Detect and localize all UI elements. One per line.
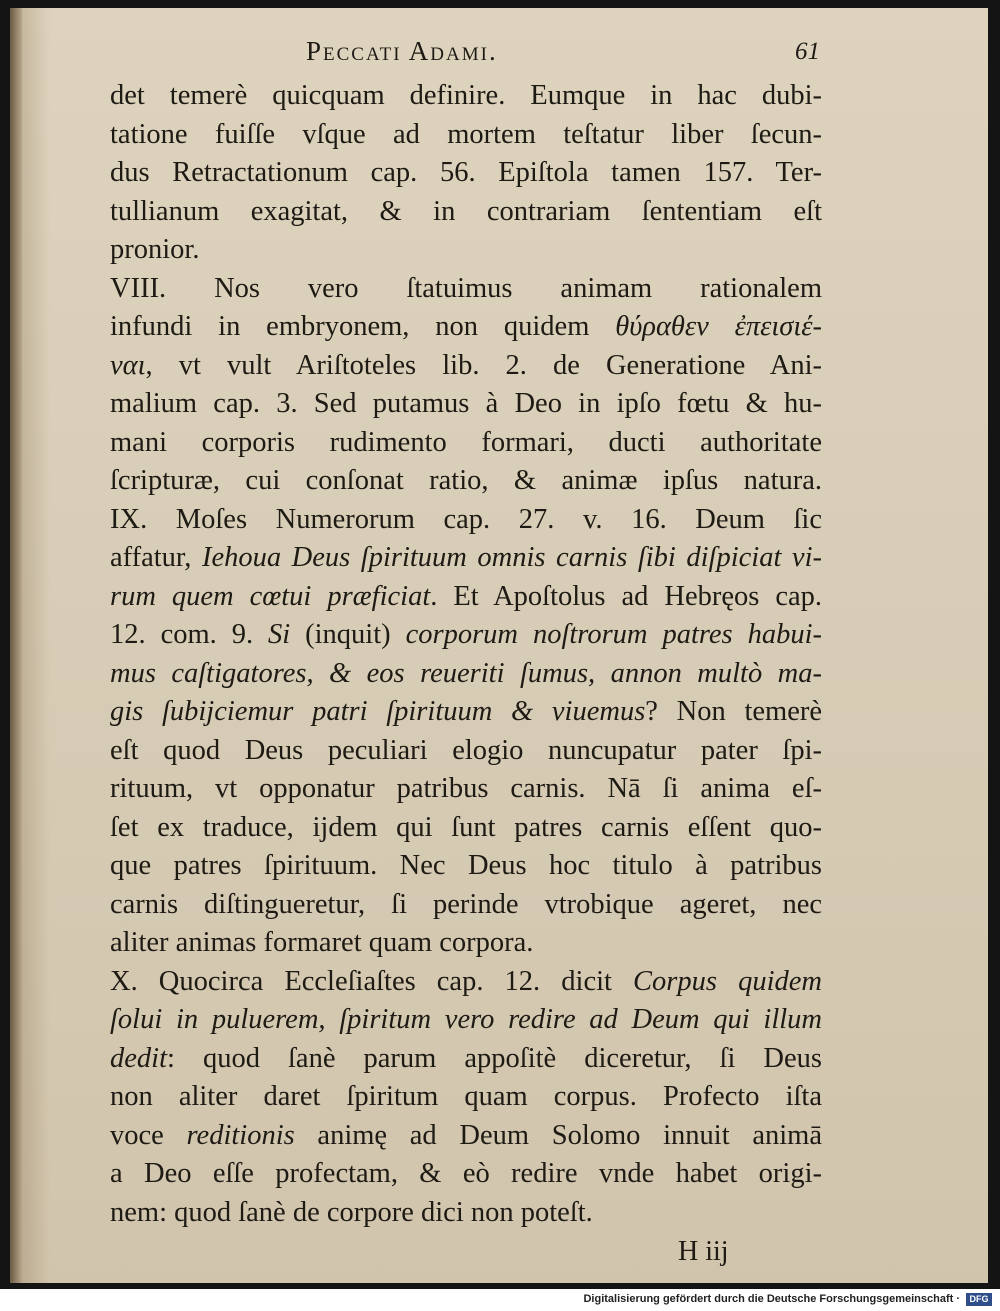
text-line [110,963,822,1002]
text-line [110,424,822,463]
text-line [110,347,822,386]
roman-segment: det temerè quicquam definire. Eumque in hac dubi- [110,80,822,111]
roman-segment: IX. Moſes Numerorum cap. 27. v. 16. Deum ſic [110,503,822,535]
italic-segment: Si [268,619,291,650]
text-line [110,539,822,578]
roman-segment: non aliter daret ſpiritum quam corpus. Profecto iſta [110,1081,822,1112]
text-line [110,462,822,501]
text-line [110,385,822,424]
roman-segment: : quod ſanè parum appoſitè diceretur, ſi Deus [167,1042,822,1074]
roman-segment: ſcripturæ, cui conſonat ratio, & animæ ipſus natura. [110,465,822,496]
roman-segment: malium cap. 3. Sed putamus à Deo in ipſo fœtu & hu- [110,388,822,419]
roman-segment: dus Retractationum cap. 56. Epiſtola tamen 157. Ter- [110,157,822,188]
roman-segment: nem: quod ſanè de corpore dici non poteſt. [110,1196,593,1228]
italic-segment: rum quem cœtui præficiat [110,580,431,612]
text-line [110,770,822,809]
italic-segment: dedit [110,1042,167,1074]
roman-segment: ſet ex traduce, ijdem qui ſunt patres carnis eſſent quo- [110,811,822,843]
roman-segment: a Deo eſſe profectam, & eò redire vnde habet origi- [110,1158,822,1189]
roman-segment: ? Non temerè [645,696,822,727]
roman-segment: . Et Apoſtolus ad Hebręos cap. [430,580,822,612]
roman-segment: eſt quod Deus peculiari elogio nuncupatur pater ſpi- [110,734,822,766]
roman-segment: que patres ſpirituum. Nec Deus hoc titulo à patribus [110,850,822,881]
roman-segment: mani corporis rudimento formari, ducti authoritate [110,426,822,458]
text-line [110,1040,822,1079]
text-line [110,732,822,771]
page-gutter [10,8,22,1283]
text-line [110,1194,822,1233]
roman-segment: affatur, [110,542,202,573]
roman-segment: rituum, vt opponatur patribus carnis. Nā ſi anima eſ- [110,773,822,804]
italic-segment: gis ſubijciemur patri ſpirituum & viuemus [110,696,646,727]
catchword: H iij [678,1236,729,1267]
text-line [110,231,822,270]
footer-bar [0,1289,1000,1311]
text-line [110,578,822,617]
italic-segment: reditionis [186,1119,295,1151]
italic-segment: ſolui in puluerem, ſpiritum vero redire ad Deum qui illum [110,1004,822,1035]
text-line [110,154,822,193]
text-line [110,924,822,963]
roman-segment: pronior. [110,234,200,265]
dfg-logo-icon: DFG [966,1293,992,1306]
text-line [110,501,822,540]
text-line [110,847,822,886]
roman-segment: carnis diſtingueretur, ſi perinde vtrobique ageret, nec [110,888,822,920]
page-number: 61 [795,38,820,65]
italic-segment: θύραθεν ἐπεισιέ- [615,311,822,342]
roman-segment: animę ad Deum Solomo innuit animā [294,1119,822,1151]
roman-segment: tullianum exagitat, & in contrariam ſententiam eſt [110,195,822,227]
text-line [110,116,822,155]
text-line [110,809,822,848]
footer-credit: Digitalisierung gefördert durch die Deutsche Forschungsgemeinschaft · [583,1293,960,1305]
body-text [110,77,822,1232]
roman-segment: , vt vult Ariſtoteles lib. 2. de Generatione Ani- [145,349,822,381]
roman-segment: (inquit) [290,619,406,650]
text-line [110,1117,822,1156]
italic-segment: Corpus quidem [633,965,822,997]
italic-segment: ναι [110,349,146,381]
text-line [110,693,822,732]
text-line [110,655,822,694]
text-line [110,1078,822,1117]
roman-segment: tatione fuiſſe vſque ad mortem teſtatur liber ſecun- [110,118,822,150]
page-header [110,36,820,76]
text-line [110,77,822,116]
running-head: Peccati Adami. [306,36,498,66]
text-line [110,886,822,925]
text-line [110,616,822,655]
text-line [110,193,822,232]
italic-segment: corporum noſtrorum patres habui- [405,619,822,650]
text-line [110,270,822,309]
text-line [110,1155,822,1194]
roman-segment: VIII. Nos vero ſtatuimus animam rationalem [110,272,822,304]
text-line [110,308,822,347]
text-line [110,1001,822,1040]
italic-segment: Iehoua Deus ſpirituum omnis carnis ſibi diſpiciat vi- [201,542,822,573]
roman-segment: aliter animas formaret quam corpora. [110,927,534,958]
roman-segment: 12. com. 9. [110,619,269,650]
roman-segment: X. Quocirca Eccleſiaſtes cap. 12. dicit [110,965,634,997]
italic-segment: mus caſtigatores, & eos reueriti ſumus, annon multò ma- [110,657,822,689]
roman-segment: infundi in embryonem, non quidem [110,311,616,342]
roman-segment: voce [110,1119,187,1151]
